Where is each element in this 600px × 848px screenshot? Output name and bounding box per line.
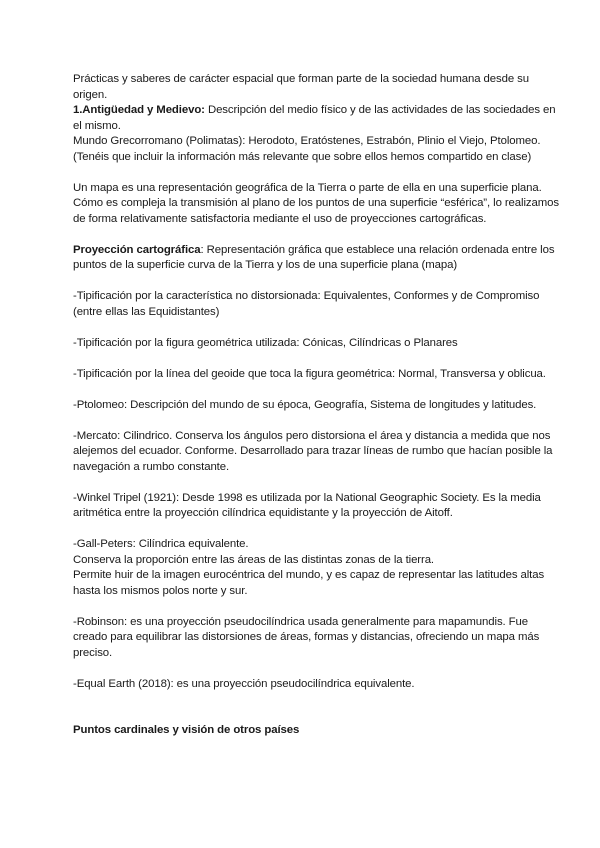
list-item: -Tipificación por la figura geométrica utilizada: Cónicas, Cilíndricas o Planares	[73, 336, 458, 349]
list-item: -Mercato: Cilindrico. Conserva los ángulos pero distorsiona el área y distancia a medida que nos alejemos del ecuador. Conforme. Desarrollado para trazar líneas de rumbo que hacían posible la navegación a rumbo constante.	[73, 429, 553, 473]
section-antiguedad	[73, 103, 560, 134]
section-heading: Puntos cardinales y visión de otros países	[73, 724, 300, 736]
robinson-item: -Robinson: es una proyección pseudocilíndrica usada generalmente para mapamundis. Fue creado para equilibrar las distorsiones de áreas, formas y distancias, ofreciendo un mapa más preciso.	[73, 615, 540, 659]
gall-line: Conserva la proporción entre las áreas de las distintas zonas de la tierra.	[73, 553, 434, 566]
gall-line: Permite huir de la imagen eurocéntrica del mundo, y es capaz de representar las latitudes altas hasta los mismos polos norte y sur.	[73, 569, 545, 597]
section-label: 1.Antigüedad y Medievo:	[73, 104, 205, 116]
intro-line: Prácticas y saberes de carácter espacial que forman parte de la sociedad humana desde su origen.	[73, 73, 529, 101]
list-item: -Tipificación por la característica no distorsionada: Equivalentes, Conformes y de Compromiso (entre ellas las Equidistantes)	[73, 290, 540, 318]
equal-earth-item: -Equal Earth (2018): es una proyección pseudocilíndrica equivalente.	[73, 677, 415, 690]
gall-line: -Gall-Peters: Cilíndrica equivalente.	[73, 538, 249, 550]
note-line: (Tenéis que incluir la información más relevante que sobre ellos hemos compartido en clase)	[73, 150, 532, 163]
list-item: -Ptolomeo: Descripción del mundo de su época, Geografía, Sistema de longitudes y latitudes.	[73, 398, 537, 411]
list-item: -Winkel Tripel (1921): Desde 1998 es utilizada por la National Geographic Society. Es la media aritmética entre la proyección cilíndrica equidistante y la proyección de Aitoff.	[73, 491, 541, 519]
section-text: Descripción del medio físico y de las actividades de las sociedades en el mismo.	[73, 104, 556, 132]
mapa-definition: Un mapa es una representación geográfica de la Tierra o parte de ella en una superficie plana. Cómo es compleja la transmisión al plano de los puntos de una superficie “esférica”, lo realizamos de forma relativamente satisfactoria mediante el uso de proyecciones cartográficas.	[73, 181, 559, 225]
list-item: -Tipificación por la línea del geoide que toca la figura geométrica: Normal, Transversa y oblicua.	[73, 367, 546, 380]
proyeccion-label: Proyección cartográfica	[73, 243, 201, 256]
proyeccion-text: : Representación gráfica que establece una relación ordenada entre los puntos de la superficie curva de la Tierra y los de una superficie plana (mapa)	[73, 243, 555, 271]
proyeccion-definition	[73, 243, 560, 274]
greco-line: Mundo Grecorromano (Polimatas): Herodoto, Eratóstenes, Estrabón, Plinio el Viejo, Ptolomeo.	[73, 135, 541, 147]
